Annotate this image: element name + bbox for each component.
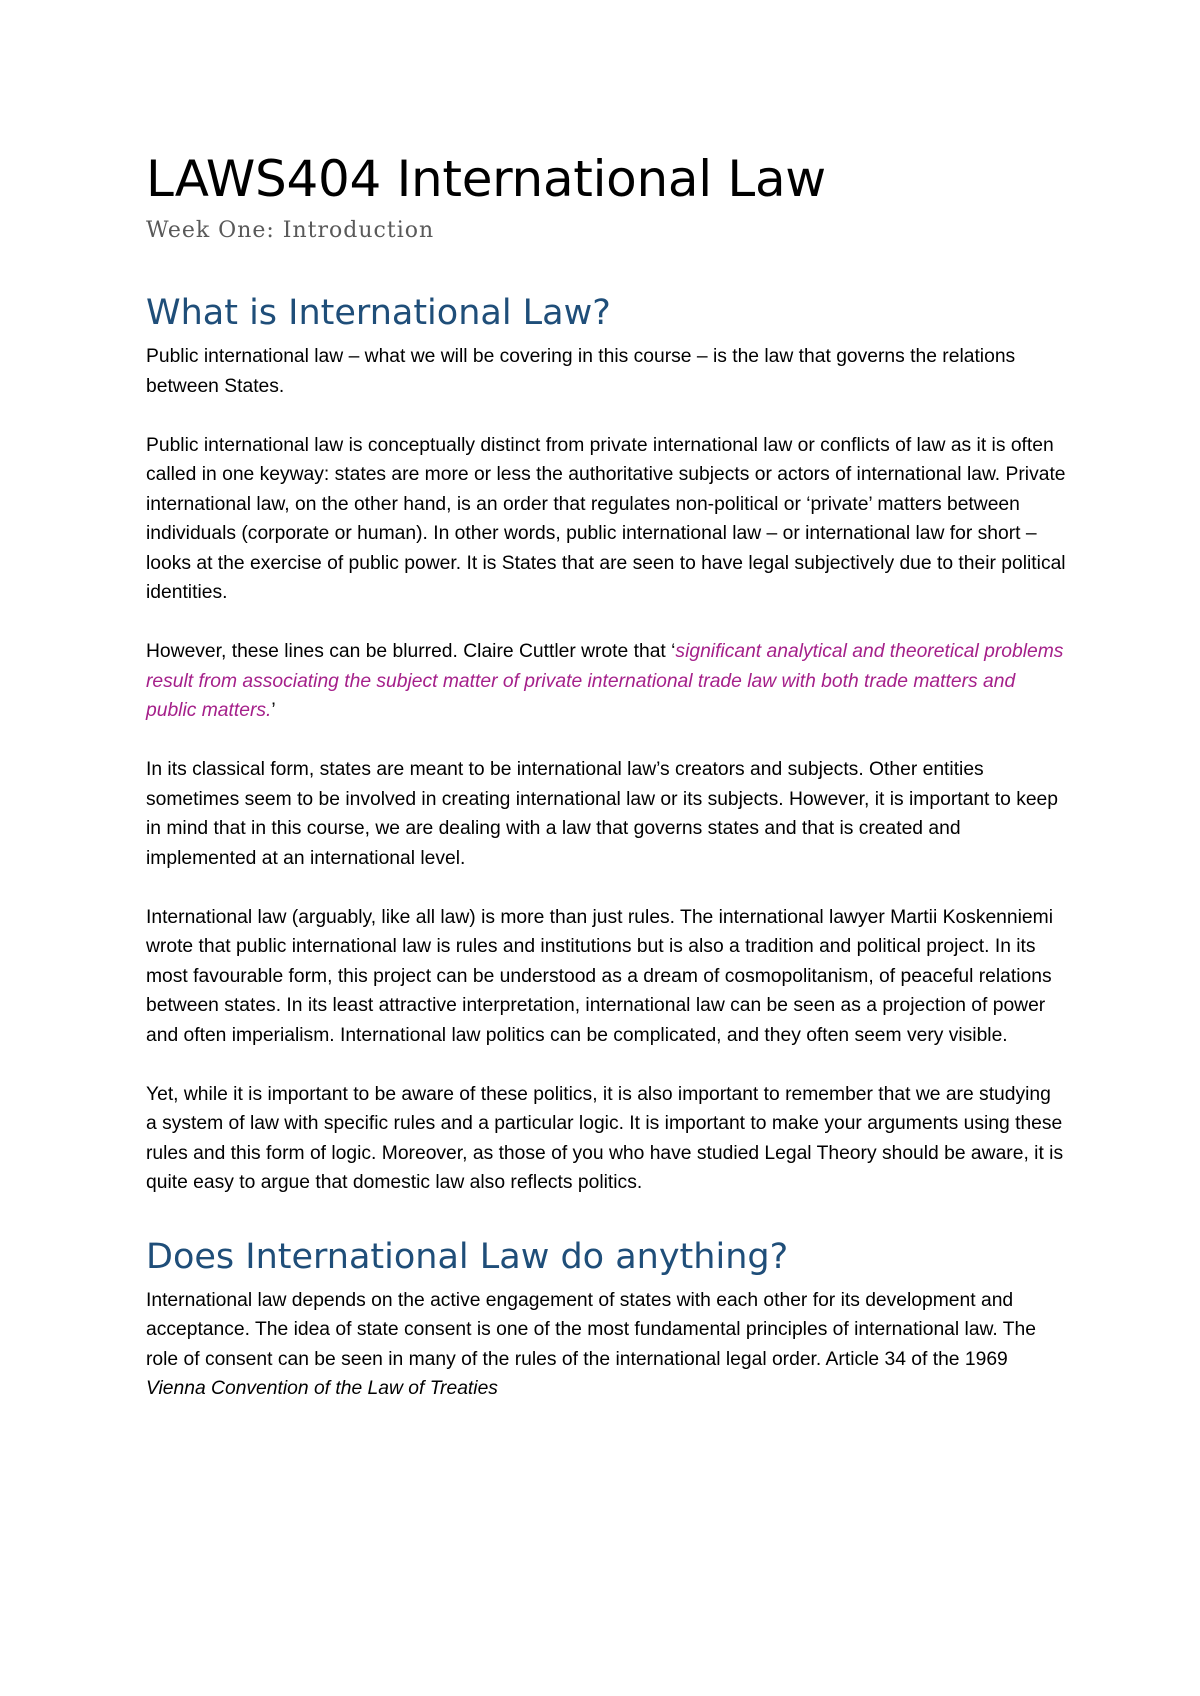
treaty-title: Vienna Convention of the Law of Treaties [146, 1378, 498, 1399]
document-subtitle: Week One: Introduction [146, 218, 435, 243]
paragraph-with-quote [146, 637, 1066, 726]
paragraph-text: However, these lines can be blurred. Claire Cuttler wrote that ‘ [146, 641, 676, 662]
paragraph: Public international law – what we will be covering in this course – is the law that governs the relations between States. [146, 346, 1016, 397]
paragraph: Yet, while it is important to be aware of these politics, it is also important to remember that we are studying a system of law with specific rules and a particular logic. It is important to make your arguments using these rules and this form of logic. Moreover, as those of you who have studied Legal Theory should be aware, it is quite easy to argue that domestic law also reflects politics. [146, 1083, 1064, 1193]
closing-quote-mark: ’ [271, 700, 276, 721]
quotation: significant analytical and theoretical problems result from associating the subject matter of private international trade law with both trade matters and public matters. [146, 641, 1064, 721]
section-heading-does-international-law-do-anything: Does International Law do anything? [146, 1236, 789, 1277]
document-body [146, 148, 1066, 1404]
document-title: LAWS404 International Law [146, 150, 826, 208]
section-heading-what-is-international-law: What is International Law? [146, 293, 611, 333]
paragraph [146, 1286, 1066, 1404]
paragraph: Public international law is conceptually distinct from private international law or conflicts of law as it is often called in one keyway: states are more or less the authoritative subjects or actors of international law. Private international law, on the other hand, is an order that regulates non-political or ‘private’ matters between individuals (corporate or human). In other words, public international law – or international law for short – looks at the exercise of public power. It is States that are seen to have legal subjectively due to their political identities. [146, 434, 1066, 603]
paragraph-text: International law depends on the active engagement of states with each other for its development and acceptance. The idea of state consent is one of the most fundamental principles of international law. The role of consent can be seen in many of the rules of the international legal order. Article 34 of the 1969 [146, 1289, 1036, 1370]
paragraph: International law (arguably, like all law) is more than just rules. The international lawyer Martii Koskenniemi wrote that public international law is rules and institutions but is also a tradition and political project. In its most favourable form, this project can be understood as a dream of cosmopolitanism, of peaceful relations between states. In its least attractive interpretation, international law can be seen as a projection of power and often imperialism. International law politics can be complicated, and they often seem very visible. [146, 906, 1053, 1046]
paragraph: In its classical form, states are meant to be international law’s creators and subjects. Other entities sometimes seem to be involved in creating international law or its subjects. However, it is important to keep in mind that in this course, we are dealing with a law that governs states and that is created and implemented at an international level. [146, 759, 1058, 869]
